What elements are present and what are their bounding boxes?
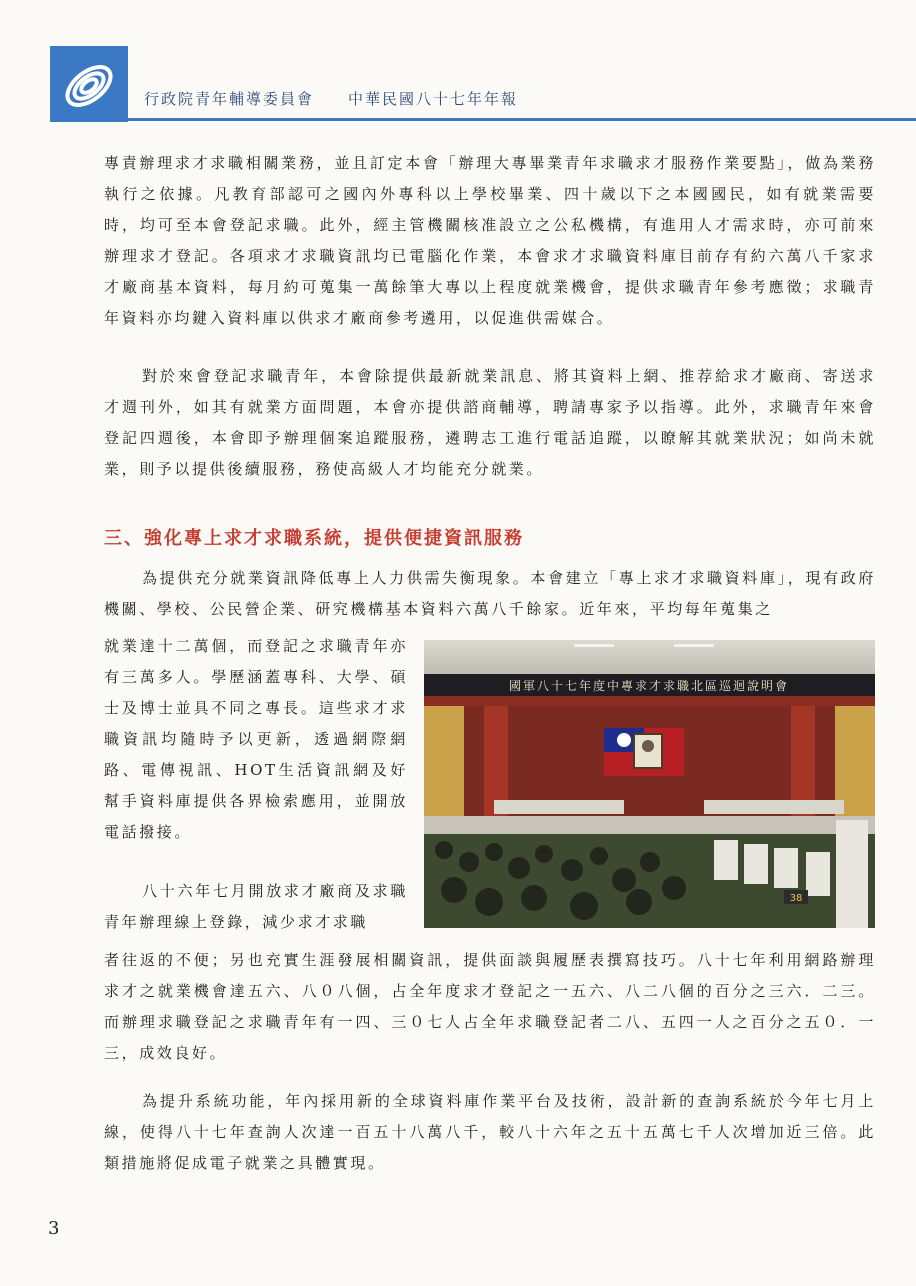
logo xyxy=(50,46,128,122)
event-photo xyxy=(424,640,875,928)
photo-banner-text: 國軍八十七年度中專求才求職北區巡迴說明會 xyxy=(508,679,790,693)
photo-seat-number: 38 xyxy=(789,893,803,904)
paragraph-5: 為提升系統功能，年內採用新的全球資料庫作業平台及技術，設計新的查詢系統於今年七月上線，使得八十七年查詢人次達一百五十八萬八千，較八十六年之五十五萬七千人次增加近三倍。此類措施將促成電子就業之具體實現。 xyxy=(104,1092,876,1172)
section-heading: 三、強化專上求才求職系統，提供便捷資訊服務 xyxy=(104,528,524,549)
paragraph-3-top: 為提供充分就業資訊降低專上人力供需失衡現象。本會建立「專上求才求職資料庫」，現有政府機關、學校、公民營企業、研究機構基本資料六萬八千餘家。近年來，平均每年蒐集之 xyxy=(104,569,876,618)
header-rule xyxy=(50,118,916,121)
page-number: 3 xyxy=(48,1218,60,1239)
paragraph-4-side: 八十六年七月開放求才廠商及求職青年辦理線上登錄，減少求才求職 xyxy=(104,882,408,931)
paragraph-4-full: 者往返的不便；另也充實生涯發展相關資訊，提供面談與履歷表撰寫技巧。八十七年利用網路辦理求才之就業機會達五六、八０八個，占全年度求才登記之一五六、八二八個的百分之三六．二三。而辦理求職登記之求職青年有一四、三０七人占全年求職登記者二八、五四一人之百分之五０．一三，成效良好。 xyxy=(104,951,876,1062)
logo-rings-icon xyxy=(50,46,128,122)
paragraph-3-side: 就業達十二萬個，而登記之求職青年亦有三萬多人。學歷涵蓋專科、大學、碩士及博士並具不同之專長。這些求才求職資訊均隨時予以更新，透過網際網路、電傳視訊、HOT生活資訊網及好幫手資料庫提供各界檢索應用，並開放電話撥接。 xyxy=(104,637,408,841)
paragraph-2: 對於來會登記求職青年，本會除提供最新就業訊息、將其資料上網、推荐給求才廠商、寄送求才週刊外，如其有就業方面問題，本會亦提供諮商輔導，聘請專家予以指導。此外，求職青年來會登記四週後，本會即予辦理個案追蹤服務，遴聘志工進行電話追蹤，以瞭解其就業狀況；如尚未就業，則予以提供後續服務，務使高級人才均能充分就業。 xyxy=(104,367,876,478)
paragraph-1: 專責辦理求才求職相關業務，並且訂定本會「辦理大專畢業青年求職求才服務作業要點」，做為業務執行之依據。凡教育部認可之國內外專科以上學校畢業、四十歲以下之本國國民，如有就業需要時，均可至本會登記求職。此外，經主管機關核准設立之公私機構，有進用人才需求時，亦可前來辦理求才登記。各項求才求職資訊均已電腦化作業，本會求才求職資料庫目前存有約六萬八千家求才廠商基本資料，每月約可蒐集一萬餘筆大專以上程度就業機會，提供求職青年參考應徵；求職青年資料亦均鍵入資料庫以供求才廠商參考遴用，以促進供需媒合。 xyxy=(104,154,876,327)
header-org: 行政院青年輔導委員會 xyxy=(144,90,315,108)
report-header xyxy=(144,88,552,109)
header-report-title: 中華民國八十七年年報 xyxy=(348,90,519,108)
event-photo-illustration xyxy=(424,640,875,928)
